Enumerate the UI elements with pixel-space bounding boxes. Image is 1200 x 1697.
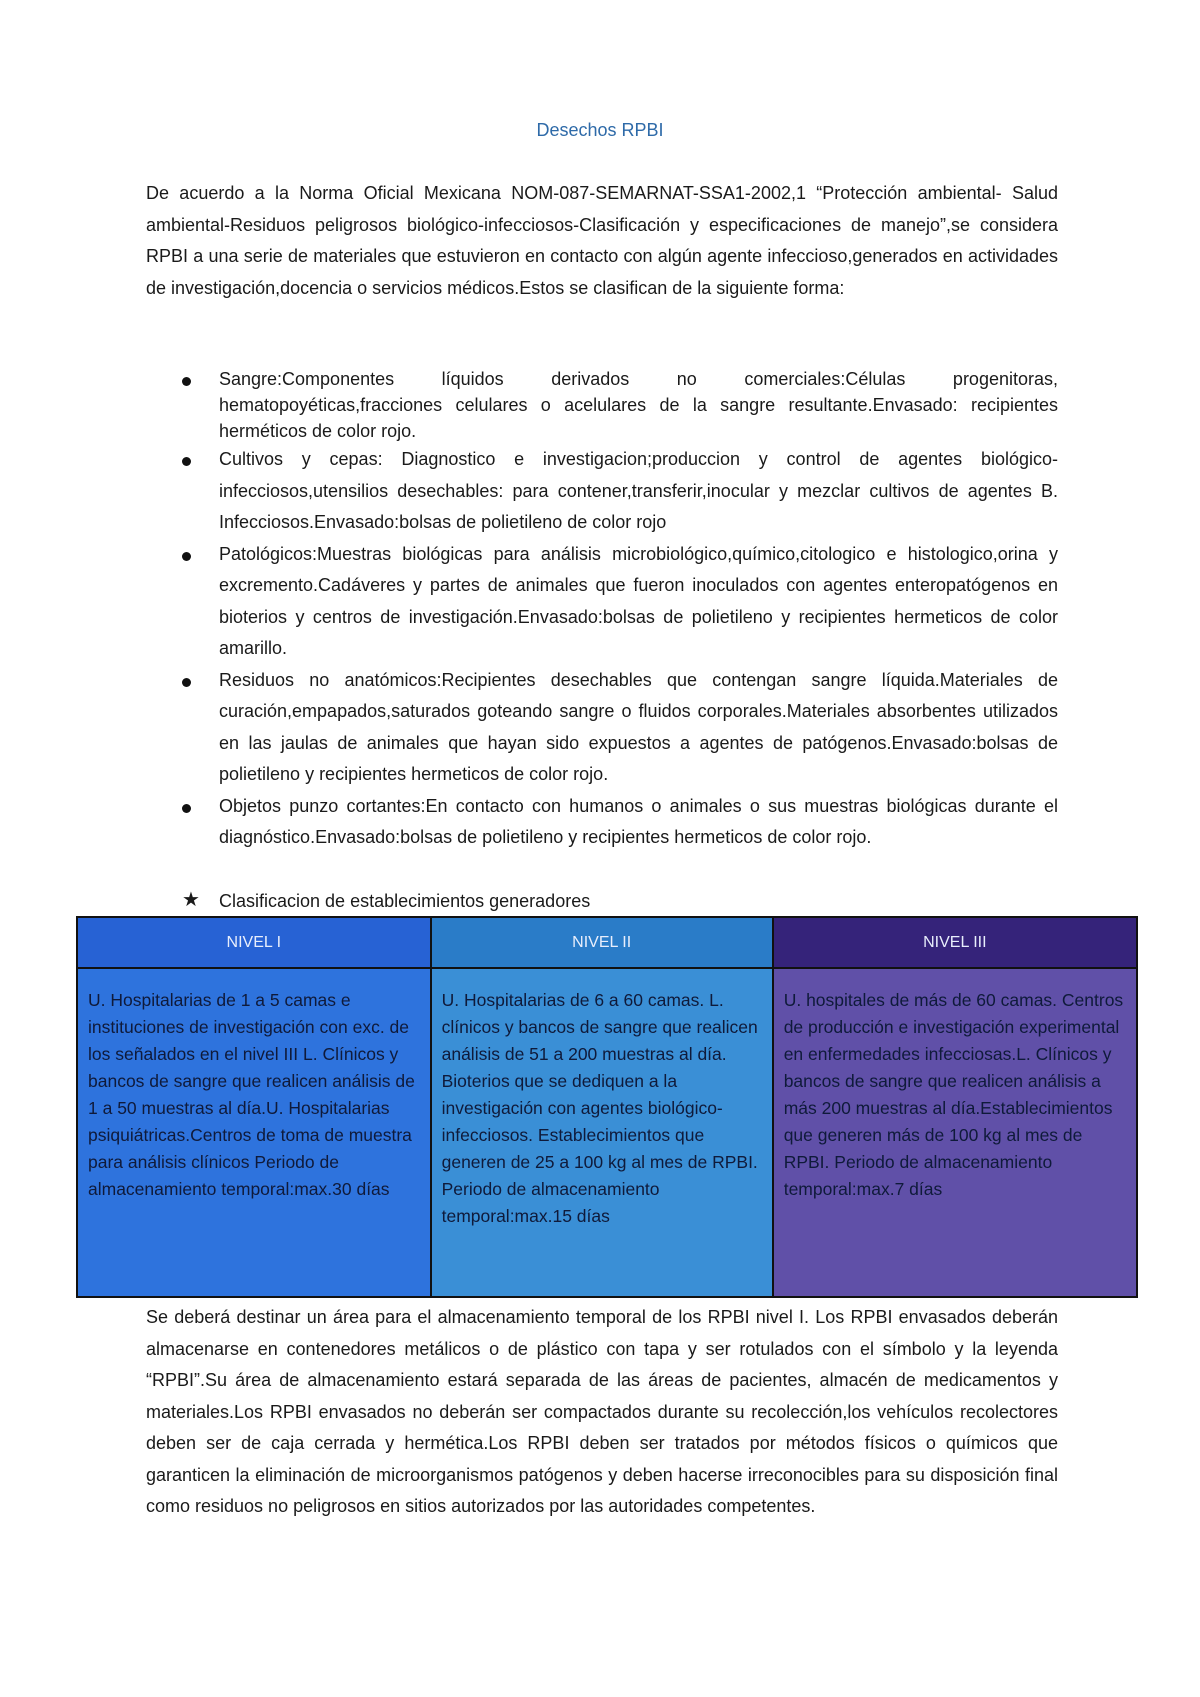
cell-nivel-1: U. Hospitalarias de 1 a 5 camas e instituciones de investigación con exc. de los señalados en el nivel III L. Clínicos y bancos de sangre que realicen análisis de 1 a 50 muestras al día.U. Hospitalarias psiquiátricas.Centros de toma de muestra para análisis clínicos Periodo de almacenamiento temporal:max.30 días <box>77 968 431 1297</box>
table-header-row <box>77 917 1137 968</box>
bullet-dot-icon <box>182 552 191 561</box>
list-item <box>146 791 1058 854</box>
list-item-text: Patológicos:Muestras biológicas para análisis microbiológico,químico,citologico e histologico,orina y excremento.Cadáveres y partes de animales que fueron inoculados con agentes enteropatógenos en bioterios y centros de investigación.Envasado:bolsas de polietileno y recipientes hermeticos de color amarillo. <box>219 543 1058 658</box>
intro-paragraph: De acuerdo a la Norma Oficial Mexicana NOM-087-SEMARNAT-SSA1-2002,1 “Protección ambiental- Salud ambiental-Residuos peligrosos biológico-infecciosos-Clasificación y especificaciones de manejo”,se considera RPBI a una serie de materiales que estuvieron en contacto con algún agente infeccioso,generados en actividades de investigación,docencia o servicios médicos.Estos se clasifican de la siguiente forma: <box>146 183 1058 298</box>
rpbi-classification-list <box>146 366 1058 854</box>
cell-nivel-2: U. Hospitalarias de 6 a 60 camas. L. clínicos y bancos de sangre que realicen análisis de 51 a 200 muestras al día. Bioterios que se dediquen a la investigación con agentes biológico-infecciosos. Establecimientos que generen de 25 a 100 kg al mes de RPBI. Periodo de almacenamiento temporal:max.15 días <box>431 968 773 1297</box>
bullet-dot-icon <box>182 377 191 386</box>
levels-table <box>76 916 1138 1298</box>
classification-heading-text: Clasificacion de establecimientos generadores <box>219 891 591 911</box>
cell-nivel-3: U. hospitales de más de 60 camas. Centros de producción e investigación experimental en enfermedades infecciosas.L. Clínicos y bancos de sangre que realicen análisis a más 200 muestras al día.Establecimientos que generen más de 100 kg al mes de RPBI. Periodo de almacenamiento temporal:max.7 días <box>773 968 1137 1297</box>
table-row <box>77 968 1137 1297</box>
list-item <box>146 444 1058 539</box>
list-item-text: Residuos no anatómicos:Recipientes desechables que contengan sangre líquida.Materiales de curación,empapados,saturados goteando sangre o fluidos corporales.Materiales absorbentes utilizados en las jaulas de animales que hayan sido expuestos a agentes de patógenos.Envasado:bolsas de polietileno y recipientes hermeticos de color rojo. <box>219 669 1058 784</box>
header-nivel-3: NIVEL III <box>773 917 1137 968</box>
list-item-text: Sangre:Componentes líquidos derivados no comerciales:Células progenitoras, hematopoyéticas,fracciones celulares o acelulares de la sangre resultante.Envasado: recipientes herméticos de color rojo. <box>219 369 1058 441</box>
list-item <box>146 366 1058 444</box>
list-item-text: Cultivos y cepas: Diagnostico e investigacion;produccion y control de agentes biológico-infecciosos,utensilios desechables: para contener,transferir,inocular y mezclar cultivos de agentes B. Infecciosos.Envasado:bolsas de polietileno de color rojo <box>219 449 1058 532</box>
list-item <box>146 665 1058 791</box>
closing-paragraph: Se deberá destinar un área para el almacenamiento temporal de los RPBI nivel I. Los RPBI envasados deberán almacenarse en contenedores metálicos o de plástico con tapa y ser rotulados con el símbolo y la leyenda “RPBI”.Su área de almacenamiento estará separada de las áreas de pacientes, almacén de medicamentos y materiales.Los RPBI envasados no deberán ser compactados durante su recolección,los vehículos recolectores deben ser de caja cerrada y hermética.Los RPBI deben ser tratados por métodos físicos o químicos que garanticen la eliminación de microorganismos patógenos y deben hacerse irreconocibles para su disposición final como residuos no peligrosos en sitios autorizados por las autoridades competentes. <box>146 1307 1058 1516</box>
list-item-text: Objetos punzo cortantes:En contacto con humanos o animales o sus muestras biológicas durante el diagnóstico.Envasado:bolsas de polietileno y recipientes hermeticos de color rojo. <box>219 795 1058 847</box>
header-nivel-2: NIVEL II <box>431 917 773 968</box>
star-icon: ★ <box>182 889 200 911</box>
bullet-dot-icon <box>182 804 191 813</box>
bullet-dot-icon <box>182 678 191 687</box>
document-title: Desechos RPBI <box>536 120 664 140</box>
bullet-dot-icon <box>182 457 191 466</box>
list-item <box>146 539 1058 665</box>
header-nivel-1: NIVEL I <box>77 917 431 968</box>
